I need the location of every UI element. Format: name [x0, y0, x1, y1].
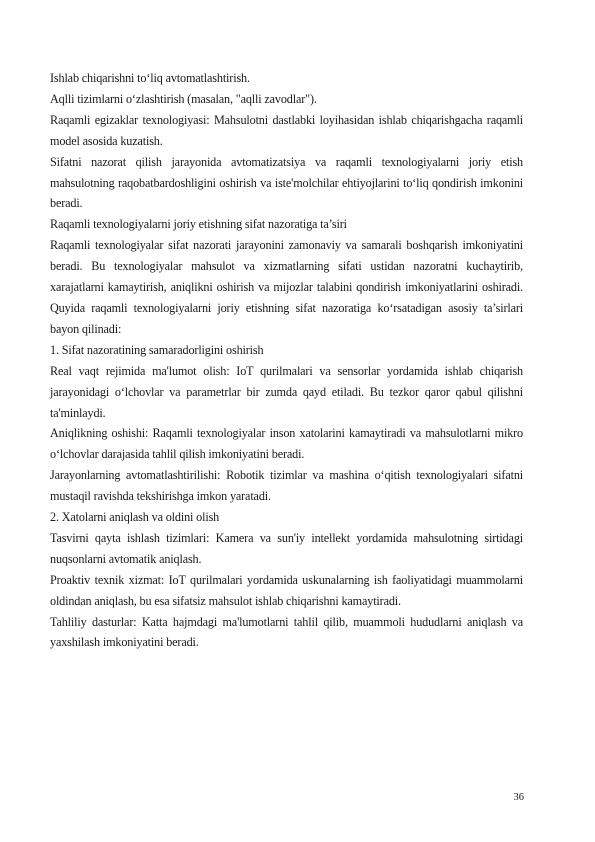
paragraph-quality-automation: Sifatni nazorat qilish jarayonida avtomatizatsiya va raqamli texnologiyalarni joriy etish mahsulotning raqobatbardoshligini oshirish va iste'molchilar ehtiyojlarini to‘liq qondirish imkonini beradi.	[50, 154, 523, 211]
paragraph-process-automation: Jarayonlarning avtomatlashtirilishi: Robotik tizimlar va mashina o‘qitish texnologiyalari sifatni mustaqil ravishda tekshirishga imkon yaratadi.	[50, 468, 523, 504]
document-body	[50, 68, 523, 653]
paragraph-digital-twins: Raqamli egizaklar texnologiyasi: Mahsulotni dastlabki loyihasidan ishlab chiqarishgacha raqamli model asosida kuzatish.	[50, 112, 523, 148]
paragraph-image-processing: Tasvirni qayta ishlash tizimlari: Kamera va sun'iy intellekt yordamida mahsulotning sirtidagi nuqsonlarni avtomatik aniqlash.	[50, 530, 523, 566]
paragraph-analytics: Tahliliy dasturlar: Katta hajmdagi ma'lumotlarni tahlil qilib, muammoli hududlarni aniqlash va yaxshilash imkoniyatini beradi.	[50, 614, 523, 650]
subheading-efficiency: 1. Sifat nazoratining samaradorligini oshirish	[50, 342, 264, 357]
paragraph-accuracy: Aniqlikning oshishi: Raqamli texnologiyalar inson xatolarini kamaytiradi va mahsulotlarni mikro o‘lchovlar darajasida tahlil qilish imkoniyatini beradi.	[50, 426, 523, 462]
section-heading-digital-impact: Raqamli texnologiyalarni joriy etishning sifat nazoratiga ta’siri	[50, 217, 347, 232]
page-number: 36	[513, 792, 524, 803]
paragraph-real-time-data: Real vaqt rejimida ma'lumot olish: IoT qurilmalari va sensorlar yordamida ishlab chiqarish jarayonidagi o‘lchovlar va parametrlar bir zumda qayd etiladi. Bu tezkor qaror qabul qilishni ta'minlaydi.	[50, 363, 523, 420]
paragraph-smart-systems: Aqlli tizimlarni o‘zlashtirish (masalan, "aqlli zavodlar").	[50, 91, 317, 106]
paragraph-proactive-maintenance: Proaktiv texnik xizmat: IoT qurilmalari yordamida uskunalarning ish faoliyatidagi muammolarni oldindan aniqlash, bu esa sifatsiz mahsulot ishlab chiqarishni kamaytiradi.	[50, 572, 523, 608]
subheading-error-detection: 2. Xatolarni aniqlash va oldini olish	[50, 510, 220, 525]
paragraph-digital-impact: Raqamli texnologiyalar sifat nazorati jarayonini zamonaviy va samarali boshqarish imkoniyatini beradi. Bu texnologiyalar mahsulot va xizmatlarning sifati ustidan nazoratni kuchaytirib, xarajatlarni kamaytirish, aniqlikni oshirish va mijozlar talabini qondirish imkoniyatlarini oshiradi. Quyida raqamli texnologiyalarni joriy etishning sifat nazoratiga ko‘rsatadigan asosiy ta’sirlari bayon qilinadi:	[50, 238, 523, 336]
paragraph-intro-automation: Ishlab chiqarishni to‘liq avtomatlashtirish.	[50, 71, 250, 85]
